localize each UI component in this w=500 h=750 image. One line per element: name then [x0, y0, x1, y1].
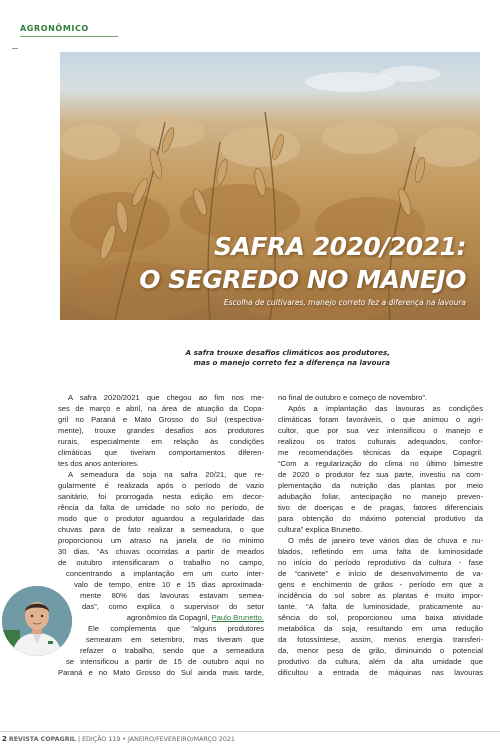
text-line: me recomendações técnicas da equipe Copagril.	[278, 448, 483, 457]
text-line: A semeadura da soja na safra 20/21, que re-	[68, 470, 264, 479]
lede-line-1: A safra trouxe desafios climáticos aos produtores,	[185, 348, 390, 357]
headline-line-1: SAFRA 2020/2021:	[213, 232, 466, 261]
text-line: das”, como explica o supervisor do setor	[82, 602, 264, 611]
text-line: A safra 2020/2021 que chegou ao fim nos me-	[68, 393, 264, 402]
page-number: 2	[2, 735, 7, 743]
text-line: plementação da nutrição das plantas por meio	[278, 481, 483, 490]
text-line: gril no Paraná e Mato Grosso do Sul (respectiva-	[58, 415, 264, 424]
supervisor-name-link[interactable]: Paulo Brunetto.	[211, 613, 264, 622]
text-line: sência do sol, proporcionou uma baixa atividade	[278, 613, 483, 622]
text-line: 30 dias. “As chuvas ocorridas a partir de meados	[58, 547, 264, 556]
text-line: gens e enchimento de grãos - período em que a	[278, 580, 483, 589]
text-line: realizou os tratos culturais adequados, confor-	[278, 437, 483, 446]
hero-subheadline: Escolha de cultivares, manejo correto fez a diferença na lavoura	[223, 298, 466, 307]
text-line: se intensificou a partir de 15 de outubro aqui no	[66, 657, 264, 666]
text-line: modo que o produtor aguardou a regularidade das	[58, 514, 264, 523]
text-line: Ele complementa que “alguns produtores	[88, 624, 264, 633]
page-footer	[2, 735, 235, 743]
text-fragment: agronômico da Copagril,	[126, 613, 210, 622]
section-label: AGRONÔMICO	[20, 24, 89, 33]
text-line: blados, refletindo em uma falta de luminosidade	[278, 547, 483, 556]
text-line: concentrando a implantação em um curto inter-	[66, 569, 264, 578]
avatar	[2, 586, 72, 656]
text-line: da, menor peso de grão, diminuindo o potencial	[278, 646, 483, 655]
text-line: adubação foliar, antecipação no manejo preven-	[278, 492, 483, 501]
text-line: metabólica da soja, resultando em uma redução	[278, 624, 483, 633]
text-line: da fotossíntese, assim, menos energia transferi-	[278, 635, 483, 644]
hero-image	[60, 52, 480, 320]
text-line: valo de tempo, entre 10 e 15 dias aproximada-	[74, 580, 264, 589]
magazine-name: REVISTA COPAGRIL	[8, 736, 76, 743]
lede-line-2: mas o manejo correto fez a diferença na lavoura	[193, 358, 390, 367]
text-line: proporcionou um atraso na janela de no mínimo	[58, 536, 264, 545]
text-line: incidência do sol sobre as plantas é muito impor-	[278, 591, 483, 600]
text-line: no início do período reprodutivo da cultura - fase	[278, 558, 483, 567]
edition-info: EDIÇÃO 119 • JANEIRO/FEVEREIRO/MARÇO 2021	[82, 736, 235, 743]
text-line: tivo de doenças e de pragas, fatores diferenciais	[278, 503, 483, 512]
text-line: tante. “A falta de luminosidade, praticamente au-	[278, 602, 483, 611]
headline-line-2: O SEGREDO NO MANEJO	[139, 265, 466, 294]
footer-divider	[0, 731, 500, 732]
text-line: cultura” explica Brunetto.	[278, 525, 362, 534]
section-divider	[20, 36, 118, 37]
text-line: dificultou a entrada de máquinas nas lavouras	[278, 668, 483, 677]
text-line: de “canivete” e início de desenvolvimento de va-	[278, 569, 483, 578]
text-line: Paraná e no Mato Grosso do Sul ainda mais tarde,	[58, 668, 264, 677]
margin-tick	[12, 48, 18, 49]
text-line: O mês de janeiro teve vários dias de chuva e nu-	[288, 536, 483, 545]
text-line: climáticas foram favoráveis, o que animou o agri-	[278, 415, 483, 424]
text-line: ses de março e abril, na área de atuação da Copa-	[58, 404, 264, 413]
text-line: tes dos anos anteriores.	[58, 459, 140, 468]
text-line: rência da falta de umidade no solo no período, de	[58, 503, 264, 512]
text-line: “Com a regularização do clima no último bimestre	[278, 459, 483, 468]
text-line: gularmente é realizada após o período de vazio	[58, 481, 264, 490]
footer-separator: |	[77, 736, 81, 743]
text-line: para obtenção do máximo potencial produtivo da	[278, 514, 483, 523]
text-line: no final de outubro e começo de novembro”.	[278, 393, 428, 402]
text-line: semearam em setembro, mas tiveram que	[86, 635, 264, 644]
supervisor-portrait-icon	[2, 586, 72, 656]
text-line: mente), trouxe grandes desafios aos produtores	[58, 426, 264, 435]
text-line: chuvas para de fato realizar a semeadura, o que	[58, 525, 264, 534]
text-line: produtivo da cultura, além da alta umidade que	[278, 657, 483, 666]
text-line: refazer o trabalho, sendo que a semeadura	[80, 646, 264, 655]
text-line: sanitário, foi prorrogada nesta edição em decor-	[58, 492, 264, 501]
text-line: climáticas que tiveram comportamentos diferen-	[58, 448, 264, 457]
text-line: de outubro intensificaram o trabalho no campo,	[58, 558, 264, 567]
text-line	[82, 613, 264, 624]
text-line: de 2020 o produtor fez sua parte, investiu na com-	[278, 470, 483, 479]
text-line: mente 80% das lavouras estavam semea-	[80, 591, 264, 600]
text-line: rurais, especialmente em relação às condições	[58, 437, 264, 446]
text-line: cultor, que por sua vez intensificou o manejo e	[278, 426, 483, 435]
text-line: Após a implantação das lavouras as condições	[288, 404, 483, 413]
